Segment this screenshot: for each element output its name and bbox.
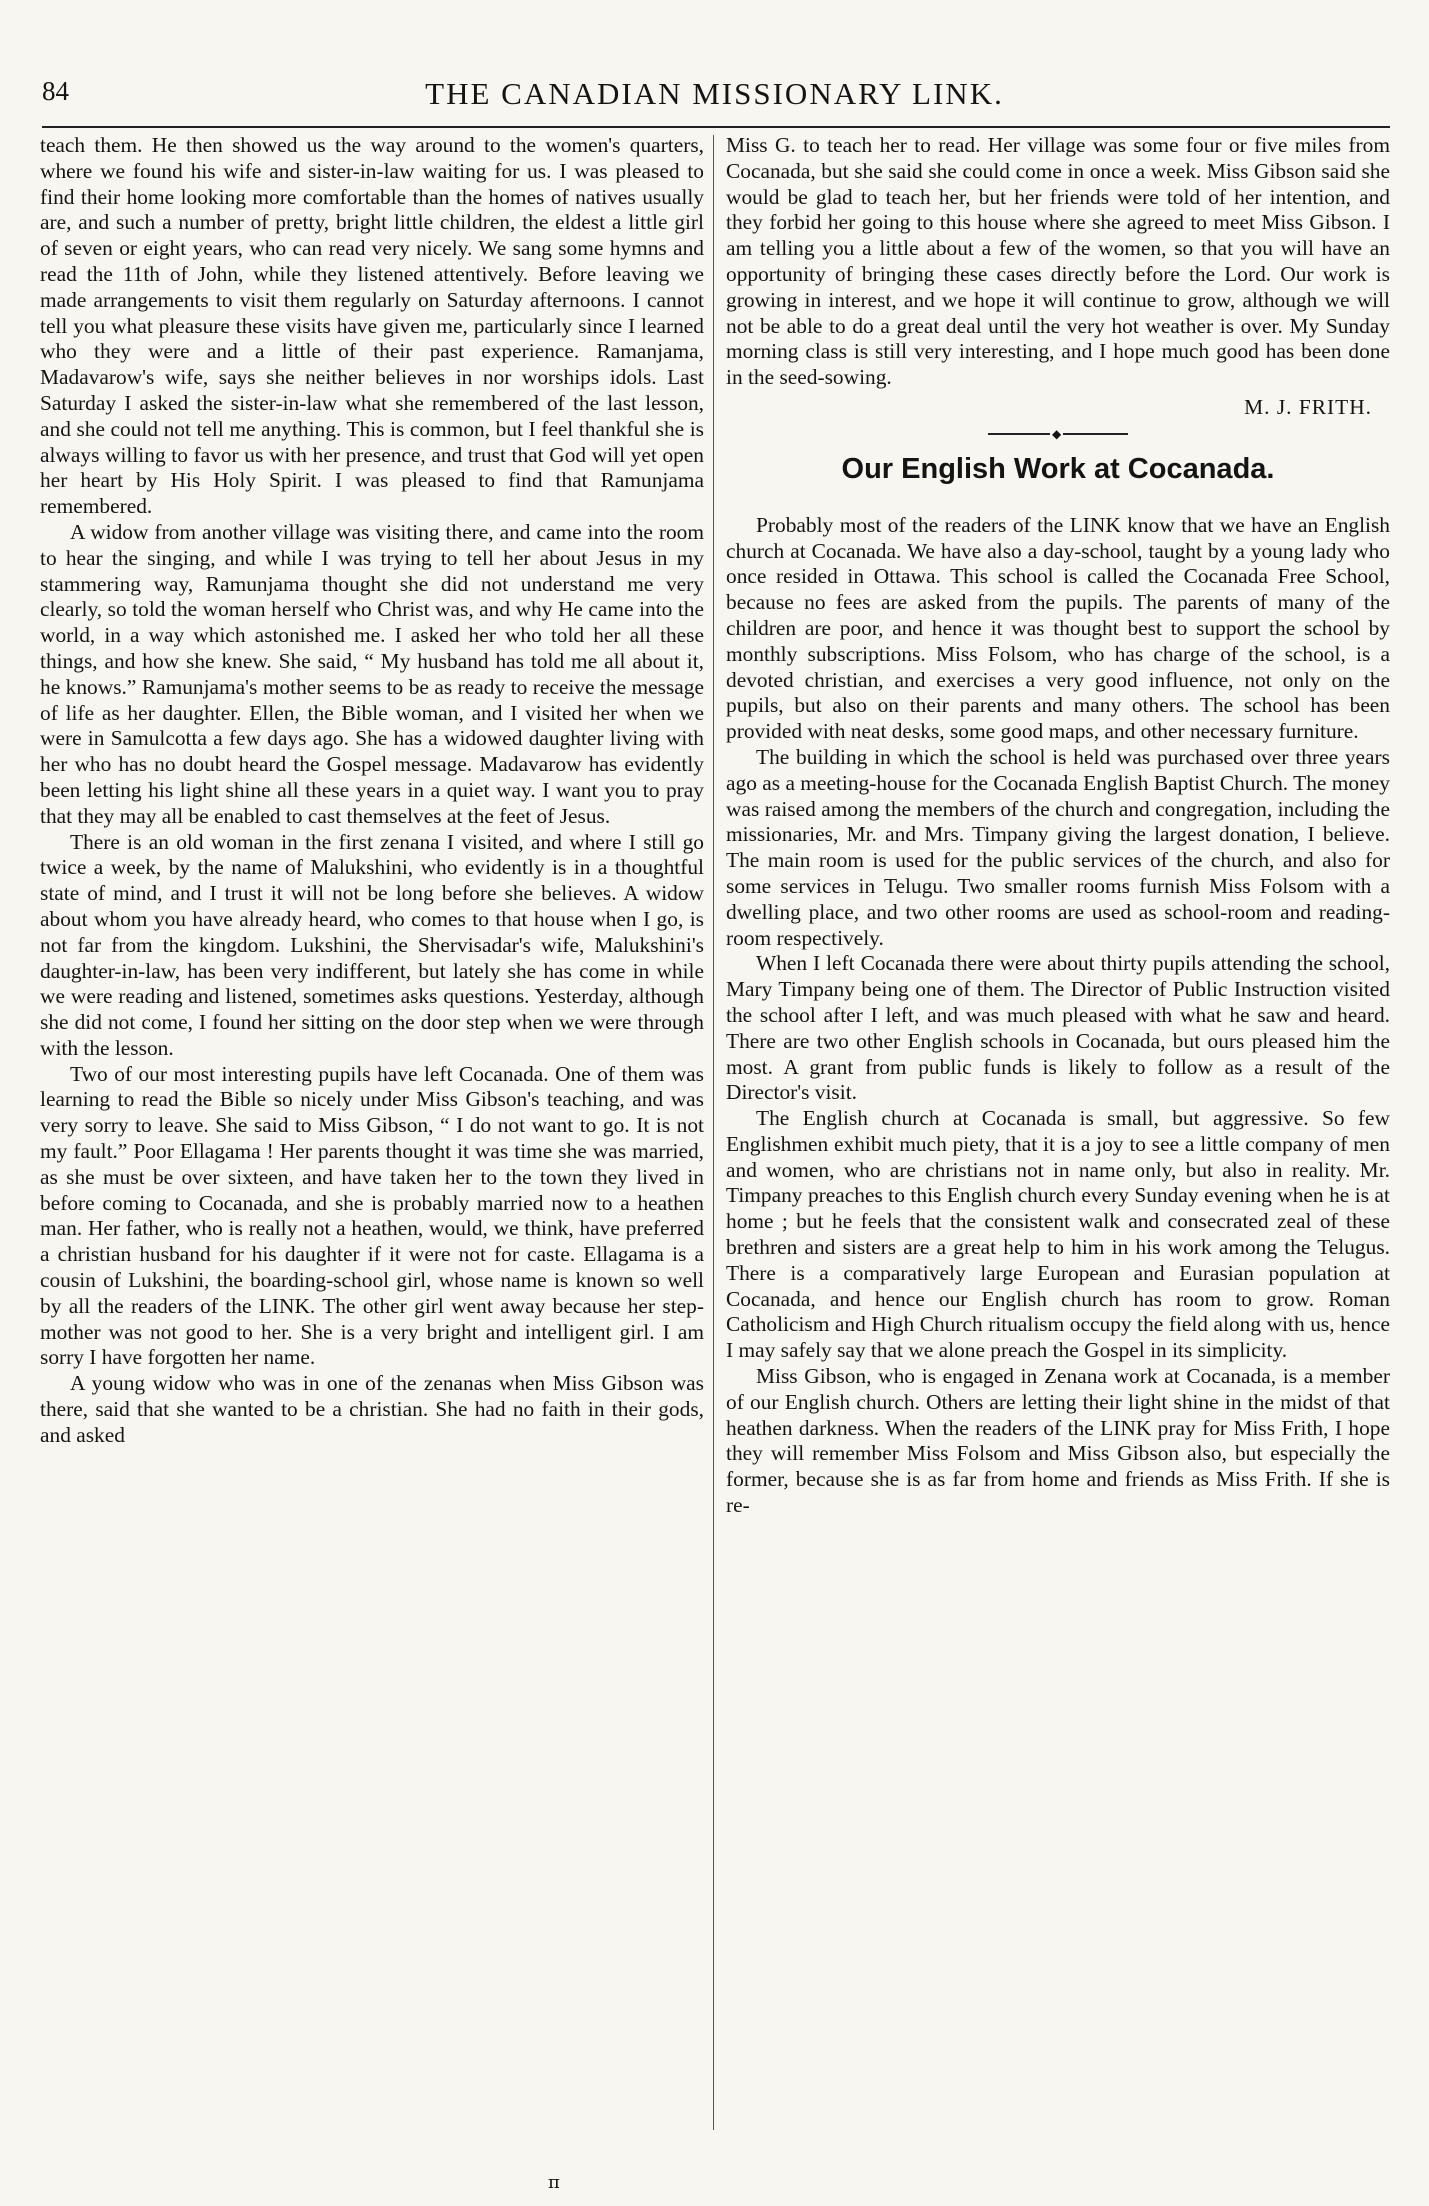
left-column xyxy=(40,133,704,1449)
page-number: 84 xyxy=(42,76,69,106)
paragraph: Probably most of the readers of the LINK know that we have an English church at Cocanada. We have also a day-school, taught by a young lady who once resided in Ottawa. This school is called the Cocanada Free School, because no fees are asked from the pupils. The parents of many of the children are poor, and hence it was thought best to support the school by monthly subscriptions. Miss Folsom, who has charge of the school, is a devoted christian, and exercises a very good influence, not only on the pupils, but also on their parents and many others. The school has been provided with neat desks, some good maps, and other necessary furniture. xyxy=(726,512,1390,744)
header-rule xyxy=(42,126,1390,128)
paragraph: A young widow who was in one of the zenanas when Miss Gibson was there, said that she wanted to be a christian. She had no faith in their gods, and asked xyxy=(40,1371,704,1447)
running-title: THE CANADIAN MISSIONARY LINK. xyxy=(425,76,1004,111)
paragraph: teach them. He then showed us the way around to the women's quarters, where we found his wife and sister-in-law waiting for us. I was pleased to find their home looking more comfortable than the homes of natives usually are, and such a number of pretty, bright little children, the eldest a little girl of seven or eight years, who can read very nicely. We sang some hymns and read the 11th of John, while they listened attentively. Before leaving we made arrangements to visit them regularly on Saturday afternoons. I cannot tell you what pleasure these visits have given me, particularly since I learned who they were and a little of their past experience. Ramanjama, Madavarow's wife, says she neither believes in nor worships idols. Last Saturday I asked the sister-in-law what she remembered of the last lesson, and she could not tell me anything. This is common, but I feel thankful she is always willing to favor us with her presence, and trust that God will yet open her heart by His Holy Spirit. I was pleased to find that Ramunjama remembered. xyxy=(40,133,704,519)
paragraph: The English church at Cocanada is small, but aggressive. So few Englishmen exhibit much piety, that it is a joy to see a little company of men and women, who are christians not in name only, but also in reality. Mr. Timpany preaches to this English church every Sunday evening when he is at home ; but he feels that the consistent walk and consecrated zeal of these brethren and sisters are a great help to him in his work among the Telugus. There is a comparatively large European and Eurasian population at Cocanada, and hence our English church has room to grow. Roman Catholicism and High Church ritualism occupy the field along with us, hence I may safely say that we alone preach the Gospel in its simplicity. xyxy=(726,1106,1390,1363)
author-signature: M. J. FRITH. xyxy=(1244,394,1372,419)
paragraph: The building in which the school is held was purchased over three years ago as a meeting-house for the Cocanada English Baptist Church. The money was raised among the members of the church and congregation, including the missionaries, Mr. and Mrs. Timpany giving the largest donation, I believe. The main room is used for the public services of the church, and also for some services in Telugu. Two smaller rooms furnish Miss Folsom with a dwelling place, and two other rooms are used as school-room and reading-room respectively. xyxy=(726,744,1390,950)
page-mark: π xyxy=(548,2172,560,2193)
paragraph: When I left Cocanada there were about thirty pupils attending the school, Mary Timpany being one of them. The Director of Public Instruction visited the school after I left, and was much pleased with what he saw and heard. There are two other English schools in Cocanada, but ours pleased him the most. A grant from public funds is likely to follow as a result of the Director's visit. xyxy=(726,951,1390,1105)
column-divider xyxy=(713,135,714,2130)
right-column xyxy=(726,133,1390,1519)
divider-ornament-icon: ◆ xyxy=(1052,426,1062,441)
section-divider xyxy=(988,426,1128,441)
paragraph: Miss G. to teach her to read. Her village was some four or five miles from Cocanada, but she said she could come in once a week. Miss Gibson said she would be glad to teach her, but her friends were told of her intention, and they forbid her going to this house where she agreed to meet Miss Gibson. I am telling you a little about a few of the women, so that you will have an opportunity of bringing these cases directly before the Lord. Our work is growing in interest, and we hope it will continue to grow, although we will not be able to do a great deal until the very hot weather is over. My Sunday morning class is still very interesting, and I hope much good has been done in the seed-sowing. xyxy=(726,133,1390,390)
paragraph: A widow from another village was visiting there, and came into the room to hear the singing, and while I was trying to tell her about Jesus in my stammering way, Ramunjama thought she did not understand me very clearly, so told the woman herself who Christ was, and why He came into the world, in a way which astonished me. I asked her who told her all these things, and how she knew. She said, “ My husband has told me all about it, he knows.” Ramunjama's mother seems to be as ready to receive the message of life as her daughter. Ellen, the Bible woman, and I visited her when we were in Samulcotta a few days ago. She has a widowed daughter living with her who has no doubt heard the Gospel message. Madavarow has evidently been letting his light shine all these years in a quiet way. I want you to pray that they may all be enabled to cast themselves at the feet of Jesus. xyxy=(40,519,704,828)
paragraph: Miss Gibson, who is engaged in Zenana work at Cocanada, is a member of our English church. Others are letting their light shine in the midst of that heathen darkness. When the readers of the LINK pray for Miss Frith, I hope they will remember Miss Folsom and Miss Gibson also, but especially the former, because she is as far from home and friends as Miss Frith. If she is re- xyxy=(726,1364,1390,1518)
paragraph: Two of our most interesting pupils have left Cocanada. One of them was learning to read the Bible so nicely under Miss Gibson's teaching, and was very sorry to leave. She said to Miss Gibson, “ I do not want to go. It is not my fault.” Poor Ellagama ! Her parents thought it was time she was married, as she must be over sixteen, and have taken her to the town they lived in before coming to Cocanada, and she is probably married now to a heathen man. Her father, who is really not a heathen, would, we think, have preferred a christian husband for his daughter if it were not for caste. Ellagama is a cousin of Lukshini, the boarding-school girl, whose name is known so well by all the readers of the LINK. The other girl went away because her step-mother was not good to her. She is a very bright and intelligent girl. I am sorry I have forgotten her name. xyxy=(40,1061,704,1370)
paragraph: There is an old woman in the first zenana I visited, and where I still go twice a week, by the name of Malukshini, who evidently is in a thoughtful state of mind, and I trust it will not be long before she believes. A widow about whom you have already heard, who comes to that house when I go, is not far from the kingdom. Lukshini, the Shervisadar's wife, Malukshini's daughter-in-law, has been very indifferent, but lately she has come in while we were reading and listened, sometimes asks questions. Yesterday, although she did not come, I found her sitting on the door step when we were through with the lesson. xyxy=(40,829,704,1060)
section-title: Our English Work at Cocanada. xyxy=(841,452,1275,485)
